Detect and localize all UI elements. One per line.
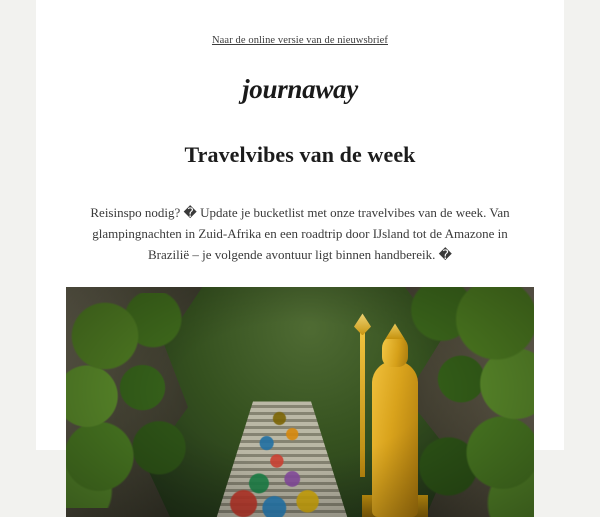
- headline-row: [36, 105, 564, 168]
- intro-row: [36, 182, 564, 265]
- hero-image[interactable]: [66, 287, 534, 517]
- email-body: [36, 0, 564, 450]
- online-version-link[interactable]: Naar de online versie van de nieuwsbrief: [211, 35, 388, 46]
- hero-vignette: [66, 287, 534, 517]
- journaway-logo[interactable]: journaway: [242, 74, 358, 104]
- page-title: Travelvibes van de week: [184, 141, 416, 167]
- hero-row: [36, 265, 564, 517]
- preheader-row: [36, 0, 564, 52]
- logo-row: [36, 52, 564, 105]
- intro-paragraph: Reisinspo nodig? � Update je bucketlist met onze travelvibes van de week. Van glampingnachten in Zuid-Afrika en een roadtrip door IJsland tot de Amazone in Brazilië – je volgende avontuur ligt binnen handbereik. �: [90, 205, 510, 263]
